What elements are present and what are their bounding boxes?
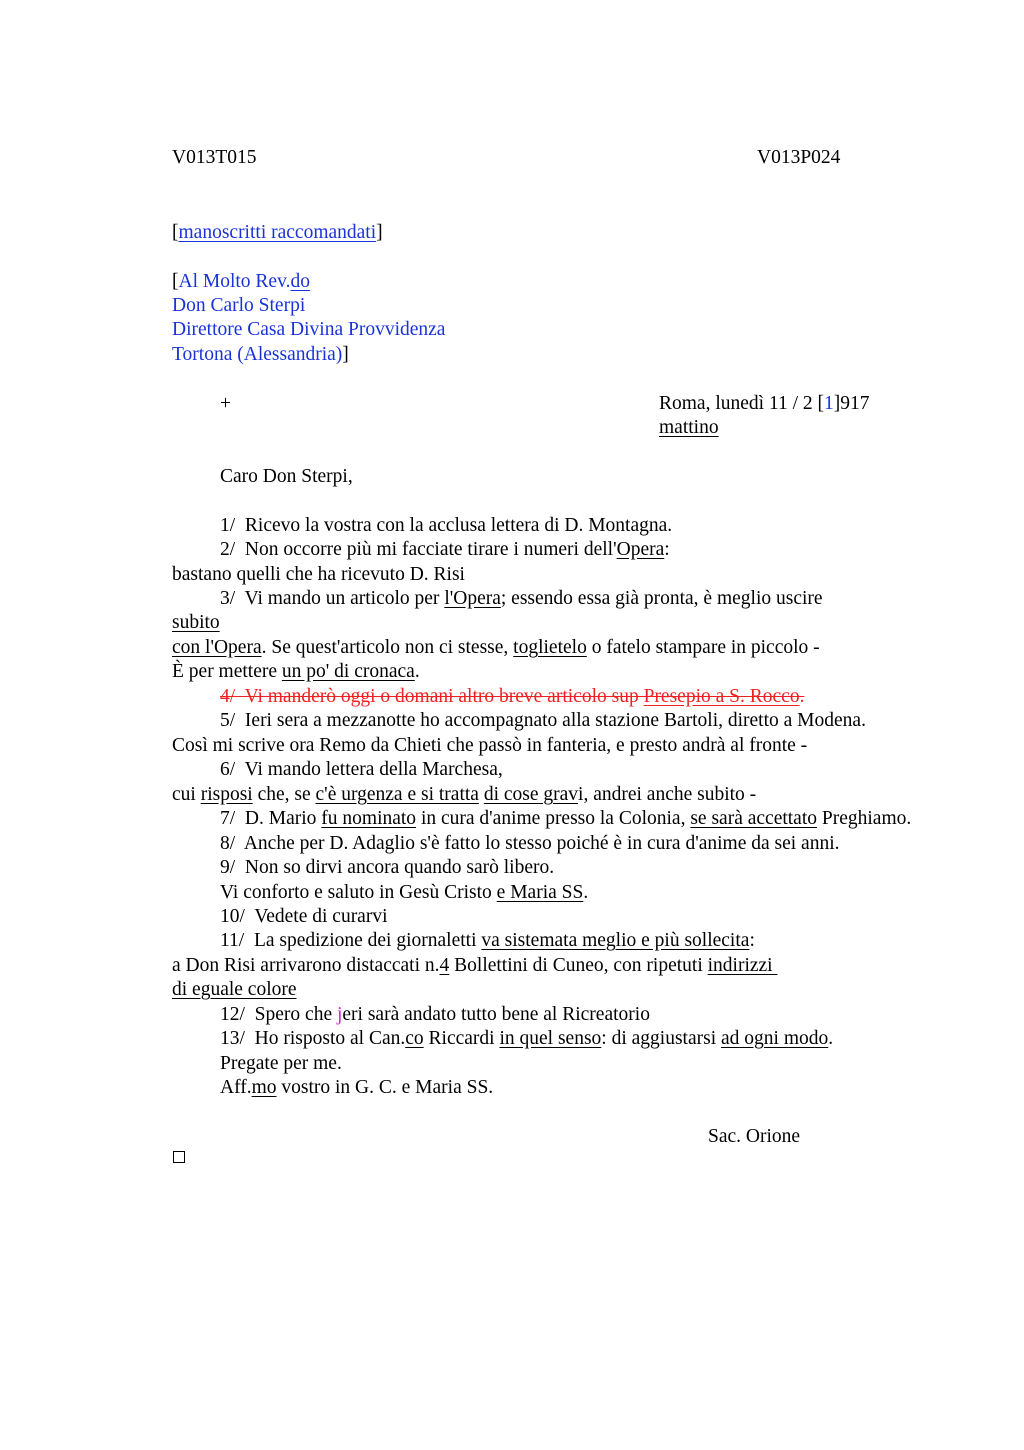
plain-text: che, se — [252, 784, 316, 805]
plain-text: 7/ D. Mario — [220, 808, 322, 829]
item-1: 1/ Ricevo la vostra con la acclusa lettera di D. Montagna. — [220, 515, 673, 536]
address-city: Tortona (Alessandria) — [172, 344, 343, 365]
underlined-text: risposi — [200, 784, 253, 805]
bracket-open: [ — [172, 271, 179, 292]
item-6-continuation — [172, 783, 756, 807]
plain-text: Bollettini di Cuneo, con ripetuti — [449, 955, 708, 976]
item-13 — [220, 1027, 833, 1051]
plain-text: i, andrei anche subito - — [578, 784, 757, 805]
item-2 — [220, 538, 670, 562]
address-title: Al Molto Rev. — [178, 271, 291, 292]
plain-text: . Se quest'articolo non ci stesse, — [261, 637, 514, 658]
address-line-3: Direttore Casa Divina Provvidenza — [172, 319, 446, 340]
affectionate-closing — [220, 1076, 493, 1100]
cross-symbol: + — [220, 393, 231, 414]
item-3-rest: ; essendo essa già pronta, è meglio uscire — [500, 588, 823, 609]
plain-text: 12/ Spero che — [220, 1004, 337, 1025]
plain-text: o fatelo stampare in piccolo - — [586, 637, 820, 658]
underlined-text: mo — [251, 1077, 277, 1098]
plain-text: Riccardi — [423, 1028, 500, 1049]
end-marker-box — [173, 1151, 185, 1163]
underlined-text: indirizzi — [707, 955, 778, 976]
plain-text: Preghiamo. — [817, 808, 912, 829]
bracket-close: ] — [376, 222, 383, 243]
greeting: Caro Don Sterpi, — [220, 466, 353, 487]
bracket-open: [ — [172, 222, 179, 243]
item-3-continuation-3 — [172, 660, 420, 684]
place-date — [659, 392, 870, 416]
signature: Sac. Orione — [708, 1126, 801, 1147]
item-3-underlined: l'Opera — [444, 588, 501, 609]
item-3-continuation-2 — [172, 636, 820, 660]
place-date-part: Roma, lunedì 11 / 2 [ — [659, 393, 825, 414]
document-code-right: V013P024 — [757, 147, 841, 168]
plain-text: . — [414, 661, 420, 682]
underlined-text: di cose grav — [483, 784, 579, 805]
time-of-day: mattino — [659, 417, 719, 438]
note-text: manoscritti raccomandati — [178, 222, 377, 243]
plain-text: a Don Risi arrivarono distaccati n. — [172, 955, 440, 976]
plain-text: : — [749, 930, 755, 951]
plain-text: 13/ Ho risposto al Can. — [220, 1028, 406, 1049]
editorial-note — [172, 221, 383, 245]
item-11 — [220, 929, 755, 953]
address-line-4 — [172, 343, 349, 367]
item-7 — [220, 807, 911, 831]
underlined-text: toglietelo — [513, 637, 587, 658]
date-digit: 1 — [824, 393, 834, 414]
underlined-text: co — [405, 1028, 424, 1049]
item-11-continuation — [172, 954, 777, 978]
plain-text: 11/ La spedizione dei giornaletti — [220, 930, 482, 951]
plain-text: È per mettere — [172, 661, 282, 682]
plain-text: Vi conforto e saluto in Gesù Cristo — [220, 882, 497, 903]
plain-text: vostro in G. C. e Maria SS. — [276, 1077, 494, 1098]
plain-text: . — [583, 882, 589, 903]
item-2-underlined: Opera — [616, 539, 665, 560]
item-9: 9/ Non so dirvi ancora quando sarò libero. — [220, 857, 555, 878]
item-2-continuation: bastano quelli che ha ricevuto D. Risi — [172, 564, 465, 585]
underlined-text: se sarà accettato — [690, 808, 818, 829]
bracket-close: ] — [342, 344, 349, 365]
pray-line: Pregate per me. — [220, 1053, 342, 1074]
item-11-continuation-2: di eguale colore — [172, 979, 297, 1000]
comfort-line — [220, 881, 588, 905]
item-3-continuation-1: subito — [172, 612, 220, 633]
deleted-underlined-text: Presepio a S. Rocco — [643, 686, 800, 707]
item-4-deleted — [220, 685, 804, 709]
underlined-text: 4 — [439, 955, 450, 976]
address-line-2: Don Carlo Sterpi — [172, 295, 306, 316]
corrected-letter: j — [336, 1004, 343, 1025]
item-5-continuation: Così mi scrive ora Remo da Chieti che passò in fanteria, e presto andrà al fronte - — [172, 735, 808, 756]
item-12 — [220, 1003, 650, 1027]
item-2-text: 2/ Non occorre più mi facciate tirare i numeri dell' — [220, 539, 617, 560]
item-3-text: 3/ Vi mando un articolo per — [220, 588, 445, 609]
item-8: 8/ Anche per D. Adaglio s'è fatto lo stesso poiché è in cura d'anime da sei anni. — [220, 833, 840, 854]
underlined-text: in quel senso — [499, 1028, 602, 1049]
plain-text: cui — [172, 784, 201, 805]
underlined-text: fu nominato — [321, 808, 417, 829]
document-code-left: V013T015 — [172, 147, 257, 168]
plain-text: eri sarà andato tutto bene al Ricreatorio — [342, 1004, 650, 1025]
place-date-year: ]917 — [833, 393, 870, 414]
underlined-text: e Maria SS — [496, 882, 584, 903]
plain-text: in cura d'anime presso la Colonia, — [416, 808, 691, 829]
address-line-1 — [172, 270, 310, 294]
item-5: 5/ Ieri sera a mezzanotte ho accompagnato alla stazione Bartoli, diretto a Modena. — [220, 710, 866, 731]
deleted-text: 4/ Vi manderò oggi o domani altro breve articolo sup — [220, 686, 644, 707]
item-6: 6/ Vi mando lettera della Marchesa, — [220, 759, 503, 780]
underlined-text: c'è urgenza e si tratta — [315, 784, 479, 805]
item-10: 10/ Vedete di curarvi — [220, 906, 388, 927]
address-title-superscript: do — [290, 271, 310, 292]
plain-text: : di aggiustarsi — [601, 1028, 721, 1049]
plain-text: . — [828, 1028, 834, 1049]
underlined-text: ad ogni modo — [721, 1028, 829, 1049]
underlined-text: va sistemata meglio e più sollecita — [481, 930, 750, 951]
item-2-punct: : — [664, 539, 670, 560]
item-3 — [220, 587, 823, 611]
plain-text: Aff. — [220, 1077, 252, 1098]
underlined-text: un po' di cronaca — [281, 661, 415, 682]
underlined-text: con l'Opera — [172, 637, 262, 658]
deleted-punct: . — [799, 686, 805, 707]
